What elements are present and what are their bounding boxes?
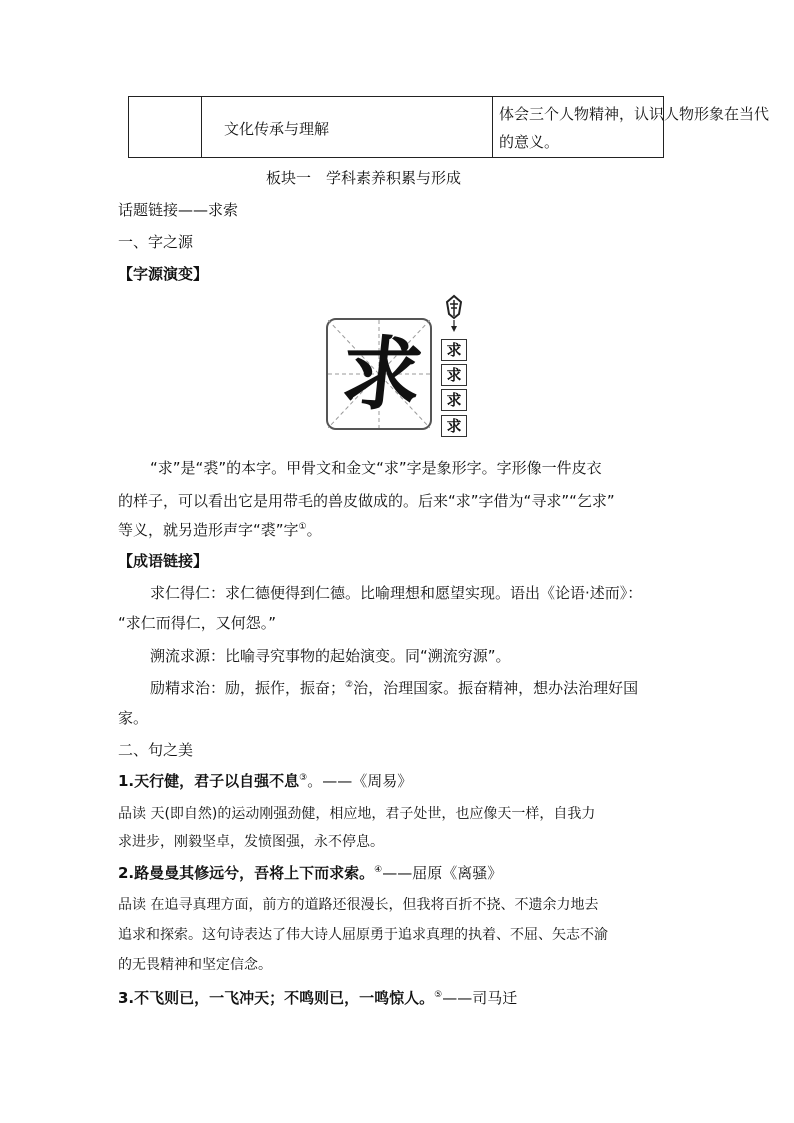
evolution-char-4: 求 [441,415,467,437]
part2-heading: 二、句之美 [118,741,194,759]
description-line-1: 体会三个人物精神，认识人物形象在当代 [499,105,770,123]
quote-2-reading-line-3: 的无畏精神和坚定信念。 [118,957,272,973]
quote-1-reading-line-2: 求进步，刚毅坚卓，发愤图强，永不停息。 [118,834,384,850]
evolution-char-1: 求 [441,339,467,361]
oracle-glyph-icon [439,294,469,334]
table-cell-category [202,97,493,157]
idiom-3-line-2: 家。 [118,709,149,727]
footnote-marker: ② [345,680,354,690]
part1-heading: 一、字之源 [118,233,194,251]
quote-3: 3.不飞则已，一飞冲天；不鸣则已，一鸣惊人。⑤——司马迁 [118,989,518,1007]
footnote-marker: ⑤ [434,990,443,1000]
footnote-marker: ④ [374,865,383,875]
table-cell-empty [129,97,202,157]
paragraph-origin-line-3: 等义，就另造形声字“裘”字①。 [118,521,322,539]
evolution-char-3: 求 [441,389,467,411]
description-line-2: 的意义。 [499,133,560,151]
idiom-2: 溯流求源：比喻寻究事物的起始演变。同“溯流穷源”。 [150,647,511,665]
paragraph-origin-line-2: 的样子，可以看出它是用带毛的兽皮做成的。后来“求”字借为“寻求”“乞求” [118,492,615,510]
footnote-marker: ③ [299,773,308,783]
quote-2-reading-line-2: 追求和探索。这句诗表达了伟大诗人屈原勇于追求真理的执着、不屈、矢志不渝 [118,927,608,943]
subheading-idiom-links: 【成语链接】 [118,552,209,570]
category-label: 文化传承与理解 [224,120,330,138]
idiom-1-line-2: “求仁而得仁，又何怨。” [118,614,277,632]
topic-heading: 话题链接——求索 [118,201,239,219]
big-character: 求 [337,327,427,421]
quote-1-reading-line-1: 品读 天(即自然)的运动刚强劲健，相应地，君子处世，也应像天一样，自我力 [118,806,596,822]
quote-2-reading-line-1: 品读 在追寻真理方面，前方的道路还很漫长，但我将百折不挠、不遗余力地去 [118,897,599,913]
table-cell-description [493,97,770,157]
paragraph-origin-line-1: “求”是“裘”的本字。甲骨文和金文“求”字是象形字。字形像一件皮衣 [150,459,602,477]
footnote-marker: ① [298,522,307,532]
quote-2: 2.路曼曼其修远兮，吾将上下而求索。④——屈原《离骚》 [118,864,503,882]
subheading-char-evolution: 【字源演变】 [118,265,209,283]
idiom-3-line-1: 励精求治：励，振作，振奋；②治，治理国家。振奋精神，想办法治理好国 [150,679,639,697]
idiom-1-line-1: 求仁得仁：求仁德便得到仁德。比喻理想和愿望实现。语出《论语·述而》： [150,584,643,602]
standards-table-row [128,96,770,158]
section-title: 板块一 学科素养积累与形成 [266,169,462,187]
evolution-char-2: 求 [441,364,467,386]
quote-1: 1.天行健，君子以自强不息③。——《周易》 [118,772,413,790]
